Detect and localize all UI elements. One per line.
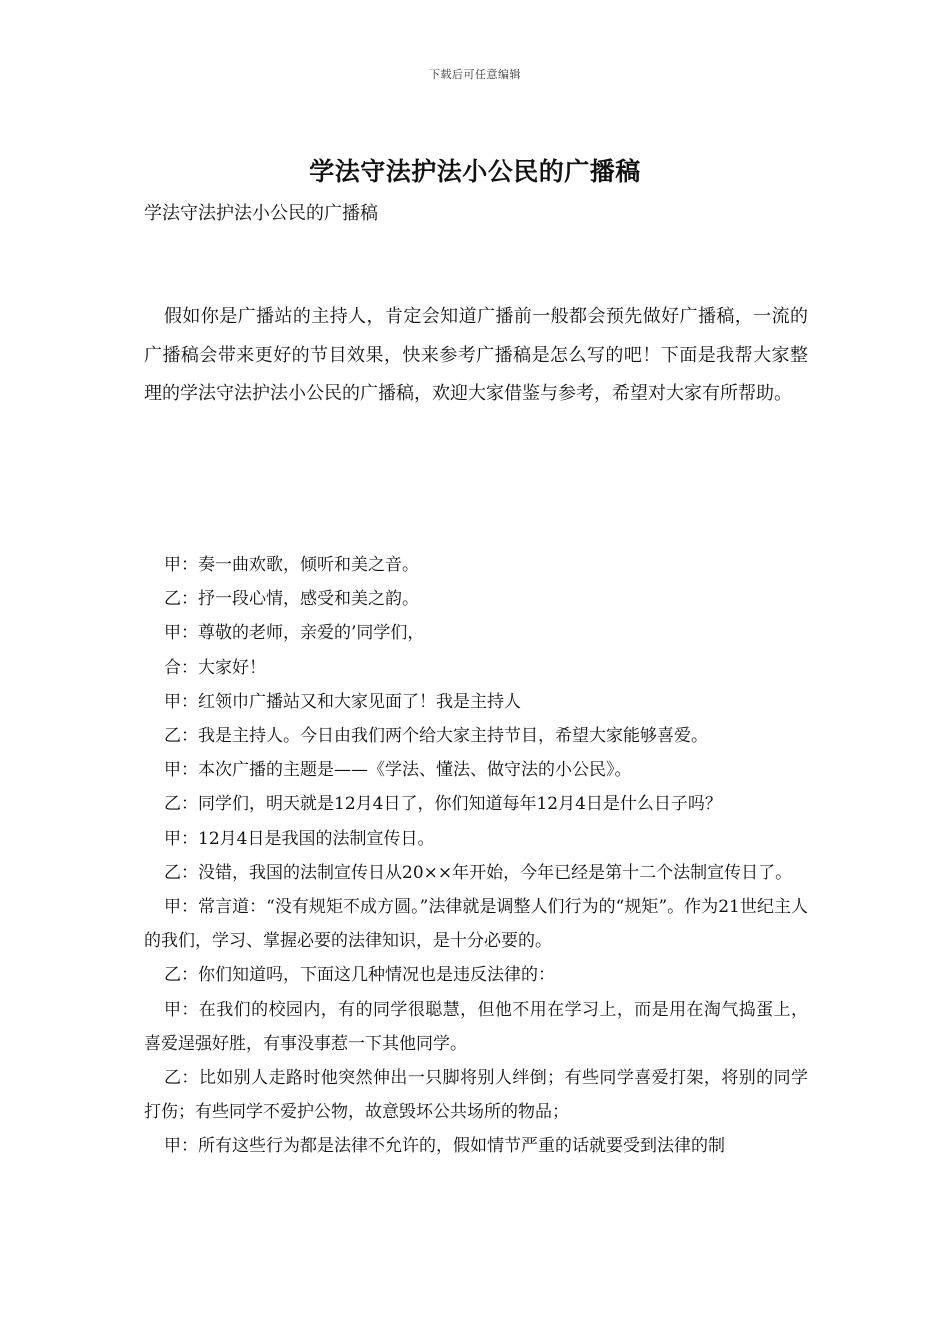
dialogue-line: 甲：尊敬的老师，亲爱的’同学们，: [164, 623, 425, 644]
dialogue-line: 合：大家好！: [164, 657, 266, 678]
dialogue-line: 乙：没错，我国的法制宣传日从20××年开始，今年已经是第十二个法制宣传日了。: [164, 862, 793, 883]
dialogue-line: 乙：抒一段心情，感受和美之韵。: [164, 589, 419, 610]
dialogue-line: 甲：本次广播的主题是——《学法、懂法、做守法的小公民》。: [164, 760, 632, 781]
document-subtitle: 学法守法护法小公民的广播稿: [144, 203, 378, 224]
document-title: 学法守法护法小公民的广播稿: [309, 157, 641, 186]
dialogue-line: 乙：我是主持人。今日由我们两个给大家主持节目，希望大家能够喜爱。: [164, 726, 708, 747]
dialogue-section: [144, 548, 808, 1164]
dialogue-line: 甲：常言道：“没有规矩不成方圆。”法律就是调整人们行为的“规矩”。作为21世纪主人的我们，学习、掌握必要的法律知识，是十分必要的。: [144, 897, 808, 952]
dialogue-line: 乙：比如别人走路时他突然伸出一只脚将别人绊倒；有些同学喜爱打架，将别的同学打伤；有些同学不爱护公物，故意毁坏公共场所的物品；: [144, 1068, 808, 1123]
intro-paragraph: 假如你是广播站的主持人，肯定会知道广播前一般都会预先做好广播稿，一流的广播稿会带来更好的节目效果，快来参考广播稿是怎么写的吧！下面是我帮大家整理的学法守法护法小公民的广播稿，欢迎大家借鉴与参考，希望对大家有所帮助。: [144, 306, 808, 404]
dialogue-line: 甲：红领巾广播站又和大家见面了！我是主持人: [164, 691, 521, 712]
dialogue-line: 甲：奏一曲欢歌，倾听和美之音。: [164, 555, 419, 575]
dialogue-line: 乙：同学们，明天就是12月4日了，你们知道每年12月4日是什么日子吗？: [164, 794, 722, 815]
dialogue-line: 乙：你们知道吗，下面这几种情况也是违反法律的：: [164, 965, 555, 986]
dialogue-line: 甲：12月4日是我国的法制宣传日。: [164, 828, 435, 849]
header-note: 下载后可任意编辑: [429, 68, 521, 81]
dialogue-line: 甲：所有这些行为都是法律不允许的，假如情节严重的话就要受到法律的制: [164, 1136, 725, 1157]
dialogue-line: 甲：在我们的校园内，有的同学很聪慧，但他不用在学习上，而是用在淘气捣蛋上，喜爱逞强好胜，有事没事惹一下其他同学。: [144, 999, 808, 1054]
